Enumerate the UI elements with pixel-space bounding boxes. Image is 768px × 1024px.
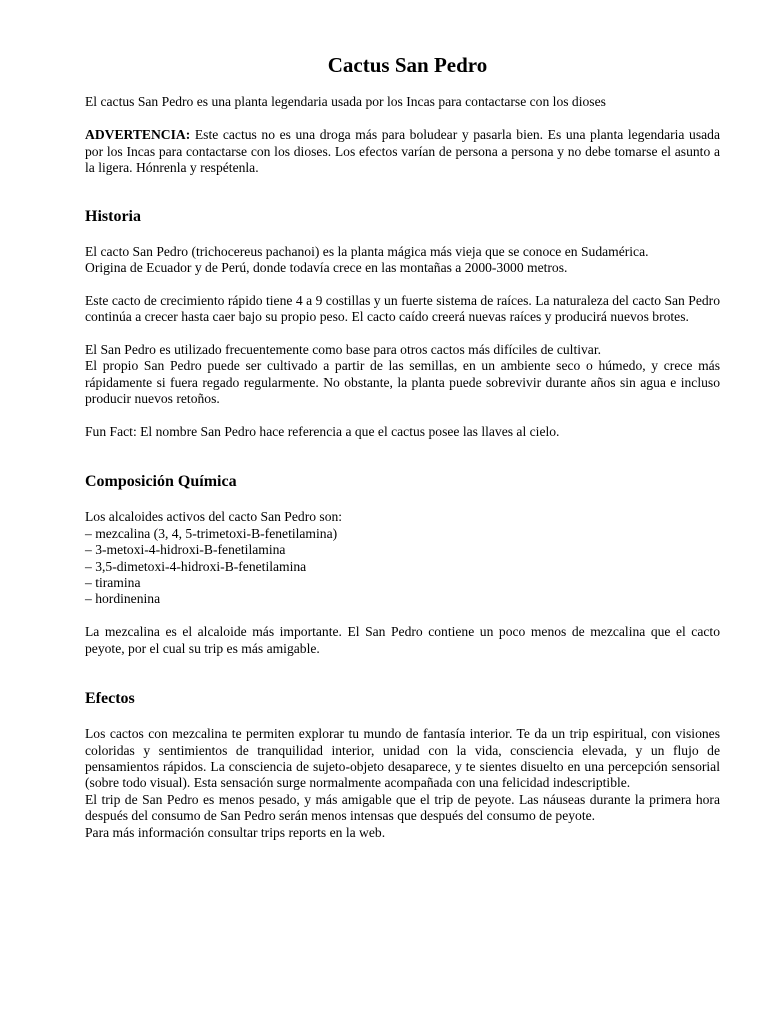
historia-paragraph-1: El cacto San Pedro (trichocereus pachanoi) es la planta mágica más vieja que se conoce en Sudamérica.: [85, 243, 649, 259]
historia-paragraph-3b: El propio San Pedro puede ser cultivado a partir de las semillas, en un ambiente seco o húmedo, y crece más rápidamente si fuera regado regularmente. No obstante, la planta puede sobrevivir durante años sin agua e incluso producir nuevos retoños.: [85, 358, 720, 407]
list-item: – mezcalina (3, 4, 5-trimetoxi-B-fenetilamina): [85, 525, 338, 541]
historia-heading: Historia: [85, 207, 141, 225]
efectos-heading: Efectos: [85, 690, 135, 708]
intro-paragraph: El cactus San Pedro es una planta legendaria usada por los Incas para contactarse con los dioses: [85, 94, 606, 109]
page-title: Cactus San Pedro: [327, 53, 488, 77]
efectos-paragraph-2: El trip de San Pedro es menos pesado, y más amigable que el trip de peyote. Las náuseas durante la primera hora después del consumo de San Pedro serán menos intensas que después del consumo de peyote.: [85, 791, 720, 824]
warning-label: ADVERTENCIA:: [85, 127, 191, 143]
document-page: [85, 52, 720, 841]
efectos-paragraph-1: Los cactos con mezcalina te permiten explorar tu mundo de fantasía interior. Te da un trip espiritual, con visiones coloridas y sentimientos de tranquilidad interior, unidad con la vida, consciencia elevada, y un flujo de pensamientos rápidos. La consciencia de sujeto-objeto desaparece, y te sientes disuelto en una percepción sensorial (sobre todo visual). Esta sensación surge normalmente acompañada con una felicidad indescriptible.: [85, 726, 720, 791]
quimica-intro: Los alcaloides activos del cacto San Pedro son:: [85, 509, 343, 525]
list-item: – tiramina: [85, 575, 141, 591]
historia-paragraph-3: El San Pedro es utilizado frecuentemente como base para otros cactos más difíciles de cultivar.: [85, 342, 602, 358]
historia-paragraph-2: Este cacto de crecimiento rápido tiene 4 a 9 costillas y un fuerte sistema de raíces. La naturaleza del cacto San Pedro continúa a crecer hasta caer bajo su propio peso. El cacto caído creerá nuevas raíces y producirá nuevos brotes.: [85, 292, 720, 325]
list-item: – hordinenina: [85, 591, 161, 607]
efectos-paragraph-3: Para más información consultar trips reports en la web.: [85, 824, 386, 840]
alkaloid-list: [85, 526, 720, 608]
historia-fun-fact: Fun Fact: El nombre San Pedro hace referencia a que el cactus posee las llaves al cielo.: [85, 424, 560, 440]
quimica-paragraph-2: La mezcalina es el alcaloide más importante. El San Pedro contiene un poco menos de mezcalina que el cacto peyote, por el cual su trip es más amigable.: [85, 624, 720, 656]
list-item: – 3-metoxi-4-hidroxi-B-fenetilamina: [85, 542, 286, 558]
quimica-heading: Composición Química: [85, 473, 237, 491]
warning-text: Este cactus no es una droga más para boludear y pasarla bien. Es una planta legendaria usada por los Incas para contactarse con los dioses. Los efectos varían de persona a persona y no debe tomarse el asunto a la ligera. Hónrenla y respétenla.: [85, 127, 720, 176]
list-item: – 3,5-dimetoxi-4-hidroxi-B-fenetilamina: [85, 558, 307, 574]
historia-paragraph-1b: Origina de Ecuador y de Perú, donde todavía crece en las montañas a 2000-3000 metros.: [85, 260, 568, 276]
warning-paragraph: [85, 127, 720, 176]
